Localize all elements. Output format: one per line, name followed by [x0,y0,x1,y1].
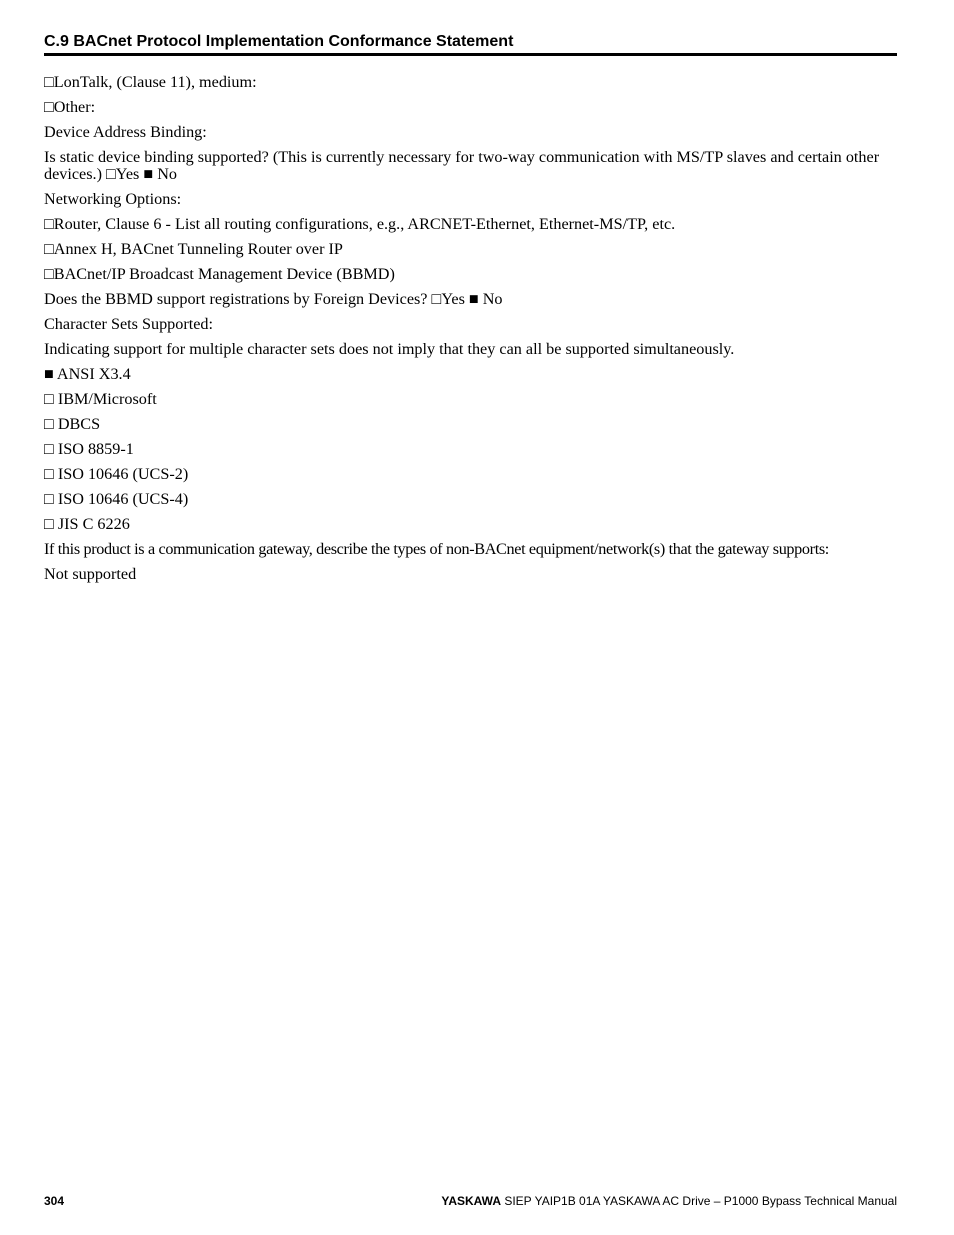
brand-name: YASKAWA [441,1194,501,1208]
gateway-question: If this product is a communication gateway, describe the types of non-BACnet equipment/network(s) that the gateway supports: [44,540,829,558]
heading-networking-options: Networking Options: [44,190,182,208]
charset-dbcs: □ DBCS [44,415,101,433]
gateway-answer: Not supported [44,565,137,583]
manual-title [441,1193,897,1209]
charset-ucs-2: □ ISO 10646 (UCS-2) [44,465,189,483]
option-annex-h: □Annex H, BACnet Tunneling Router over IP [44,240,343,258]
question-bbmd-foreign-devices: Does the BBMD support registrations by Foreign Devices? □Yes ■ No [44,290,503,308]
charset-ucs-4: □ ISO 10646 (UCS-4) [44,490,189,508]
option-lontalk: □LonTalk, (Clause 11), medium: [44,73,257,91]
option-router: □Router, Clause 6 - List all routing configurations, e.g., ARCNET-Ethernet, Ethernet-MS/TP, etc. [44,215,676,233]
character-sets-note: Indicating support for multiple character sets does not imply that they can all be supported simultaneously. [44,340,735,358]
heading-character-sets: Character Sets Supported: [44,315,214,333]
charset-jis: □ JIS C 6226 [44,515,130,533]
page-header [44,33,897,56]
page-number: 304 [44,1194,65,1208]
option-bbmd: □BACnet/IP Broadcast Management Device (BBMD) [44,265,395,283]
document-body [44,74,904,591]
heading-device-address-binding: Device Address Binding: [44,123,207,141]
question-static-binding: Is static device binding supported? (This is currently necessary for two-way communication with MS/TP slaves and certain other devices.) □Yes ■ No [44,148,880,183]
charset-ibm-microsoft: □ IBM/Microsoft [44,390,157,408]
charset-iso-8859-1: □ ISO 8859-1 [44,440,134,458]
manual-title-text: SIEP YAIP1B 01A YASKAWA AC Drive – P1000 Bypass Technical Manual [501,1194,897,1208]
option-other: □Other: [44,98,96,116]
charset-ansi: ■ ANSI X3.4 [44,365,131,383]
section-title: C.9 BACnet Protocol Implementation Conformance Statement [44,33,514,50]
